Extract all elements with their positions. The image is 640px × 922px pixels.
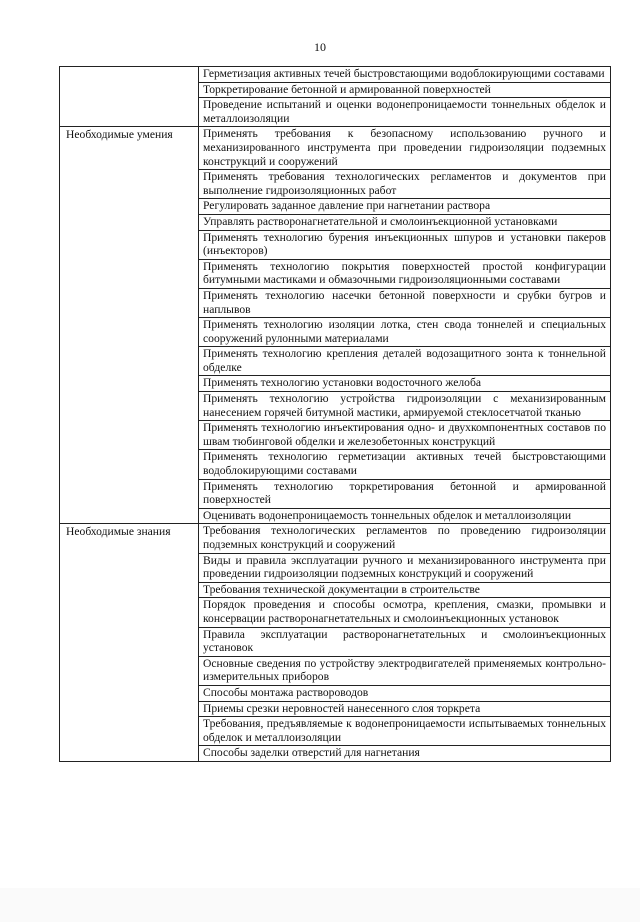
requirement-item: Проведение испытаний и оценки водонепроницаемости тоннельных обделок и металлоизоляции — [199, 98, 611, 127]
requirement-item: Применять технологию устройства гидроизоляции с механизированным нанесением горячей битумной мастики, армируемой стеклосетчатой тканью — [199, 392, 611, 421]
table-row — [60, 524, 611, 553]
page-number: 10 — [314, 40, 326, 54]
requirement-item: Применять технологию покрытия поверхностей простой конфигурации битумными мастиками и обмазочными гидроизоляционными составами — [199, 259, 611, 288]
requirement-item: Регулировать заданное давление при нагнетании раствора — [199, 199, 611, 215]
table-row — [60, 127, 611, 170]
requirement-item: Виды и правила эксплуатации ручного и механизированного инструмента при проведении гидроизоляции подземных конструкций и сооружений — [199, 553, 611, 582]
section-label: Необходимые умения — [60, 127, 199, 524]
requirements-table — [59, 66, 611, 762]
requirement-item: Применять технологию насечки бетонной поверхности и срубки бугров и наплывов — [199, 288, 611, 317]
requirement-item: Применять требования к безопасному использованию ручного и механизированного инструмента при проведении гидроизоляции подземных конструкций и сооружений — [199, 127, 611, 170]
requirement-item: Способы монтажа раствороводов — [199, 685, 611, 701]
requirement-item: Применять технологию установки водосточного желоба — [199, 376, 611, 392]
section-label: Необходимые знания — [60, 524, 199, 762]
requirement-item: Порядок проведения и способы осмотра, крепления, смазки, промывки и консервации растворонагнетательных и смолоинъекционных установок — [199, 598, 611, 627]
table-row — [60, 67, 611, 83]
requirement-item: Основные сведения по устройству электродвигателей применяемых контрольно-измерительных приборов — [199, 656, 611, 685]
requirement-item: Правила эксплуатации растворонагнетательных и смолоинъекционных установок — [199, 627, 611, 656]
requirement-item: Применять требования технологических регламентов и документов при выполнение гидроизоляционных работ — [199, 170, 611, 199]
requirement-item: Торкретирование бетонной и армированной поверхностей — [199, 82, 611, 98]
requirement-item: Применять технологию инъектирования одно- и двухкомпонентных составов по швам тюбинговой обделки и железобетонных конструкций — [199, 421, 611, 450]
requirement-item: Применять технологию изоляции лотка, стен свода тоннелей и специальных сооружений рулонными материалами — [199, 318, 611, 347]
requirement-item: Приемы срезки неровностей нанесенного слоя торкрета — [199, 701, 611, 717]
requirement-item: Применять технологию торкретирования бетонной и армированной поверхностей — [199, 479, 611, 508]
page-bottom-margin — [0, 888, 640, 922]
section-label — [60, 67, 199, 127]
requirement-item: Способы заделки отверстий для нагнетания — [199, 746, 611, 762]
requirement-item: Применять технологию крепления деталей водозащитного зонта к тоннельной обделке — [199, 347, 611, 376]
requirement-item: Требования, предъявляемые к водонепроницаемости испытываемых тоннельных обделок и металлоизоляции — [199, 717, 611, 746]
requirement-item: Применять технологию бурения инъекционных шпуров и установки пакеров (инъекторов) — [199, 230, 611, 259]
requirement-item: Требования технической документации в строительстве — [199, 582, 611, 598]
requirement-item: Управлять растворонагнетательной и смолоинъекционной установками — [199, 214, 611, 230]
requirement-item: Применять технологию герметизации активных течей быстровстающими водоблокирующими составами — [199, 450, 611, 479]
requirements-table-body — [60, 67, 611, 762]
requirement-item: Герметизация активных течей быстровстающими водоблокирующими составами — [199, 67, 611, 83]
requirement-item: Требования технологических регламентов по проведению гидроизоляции подземных конструкций и сооружений — [199, 524, 611, 553]
requirement-item: Оценивать водонепроницаемость тоннельных обделок и металлоизоляции — [199, 508, 611, 524]
